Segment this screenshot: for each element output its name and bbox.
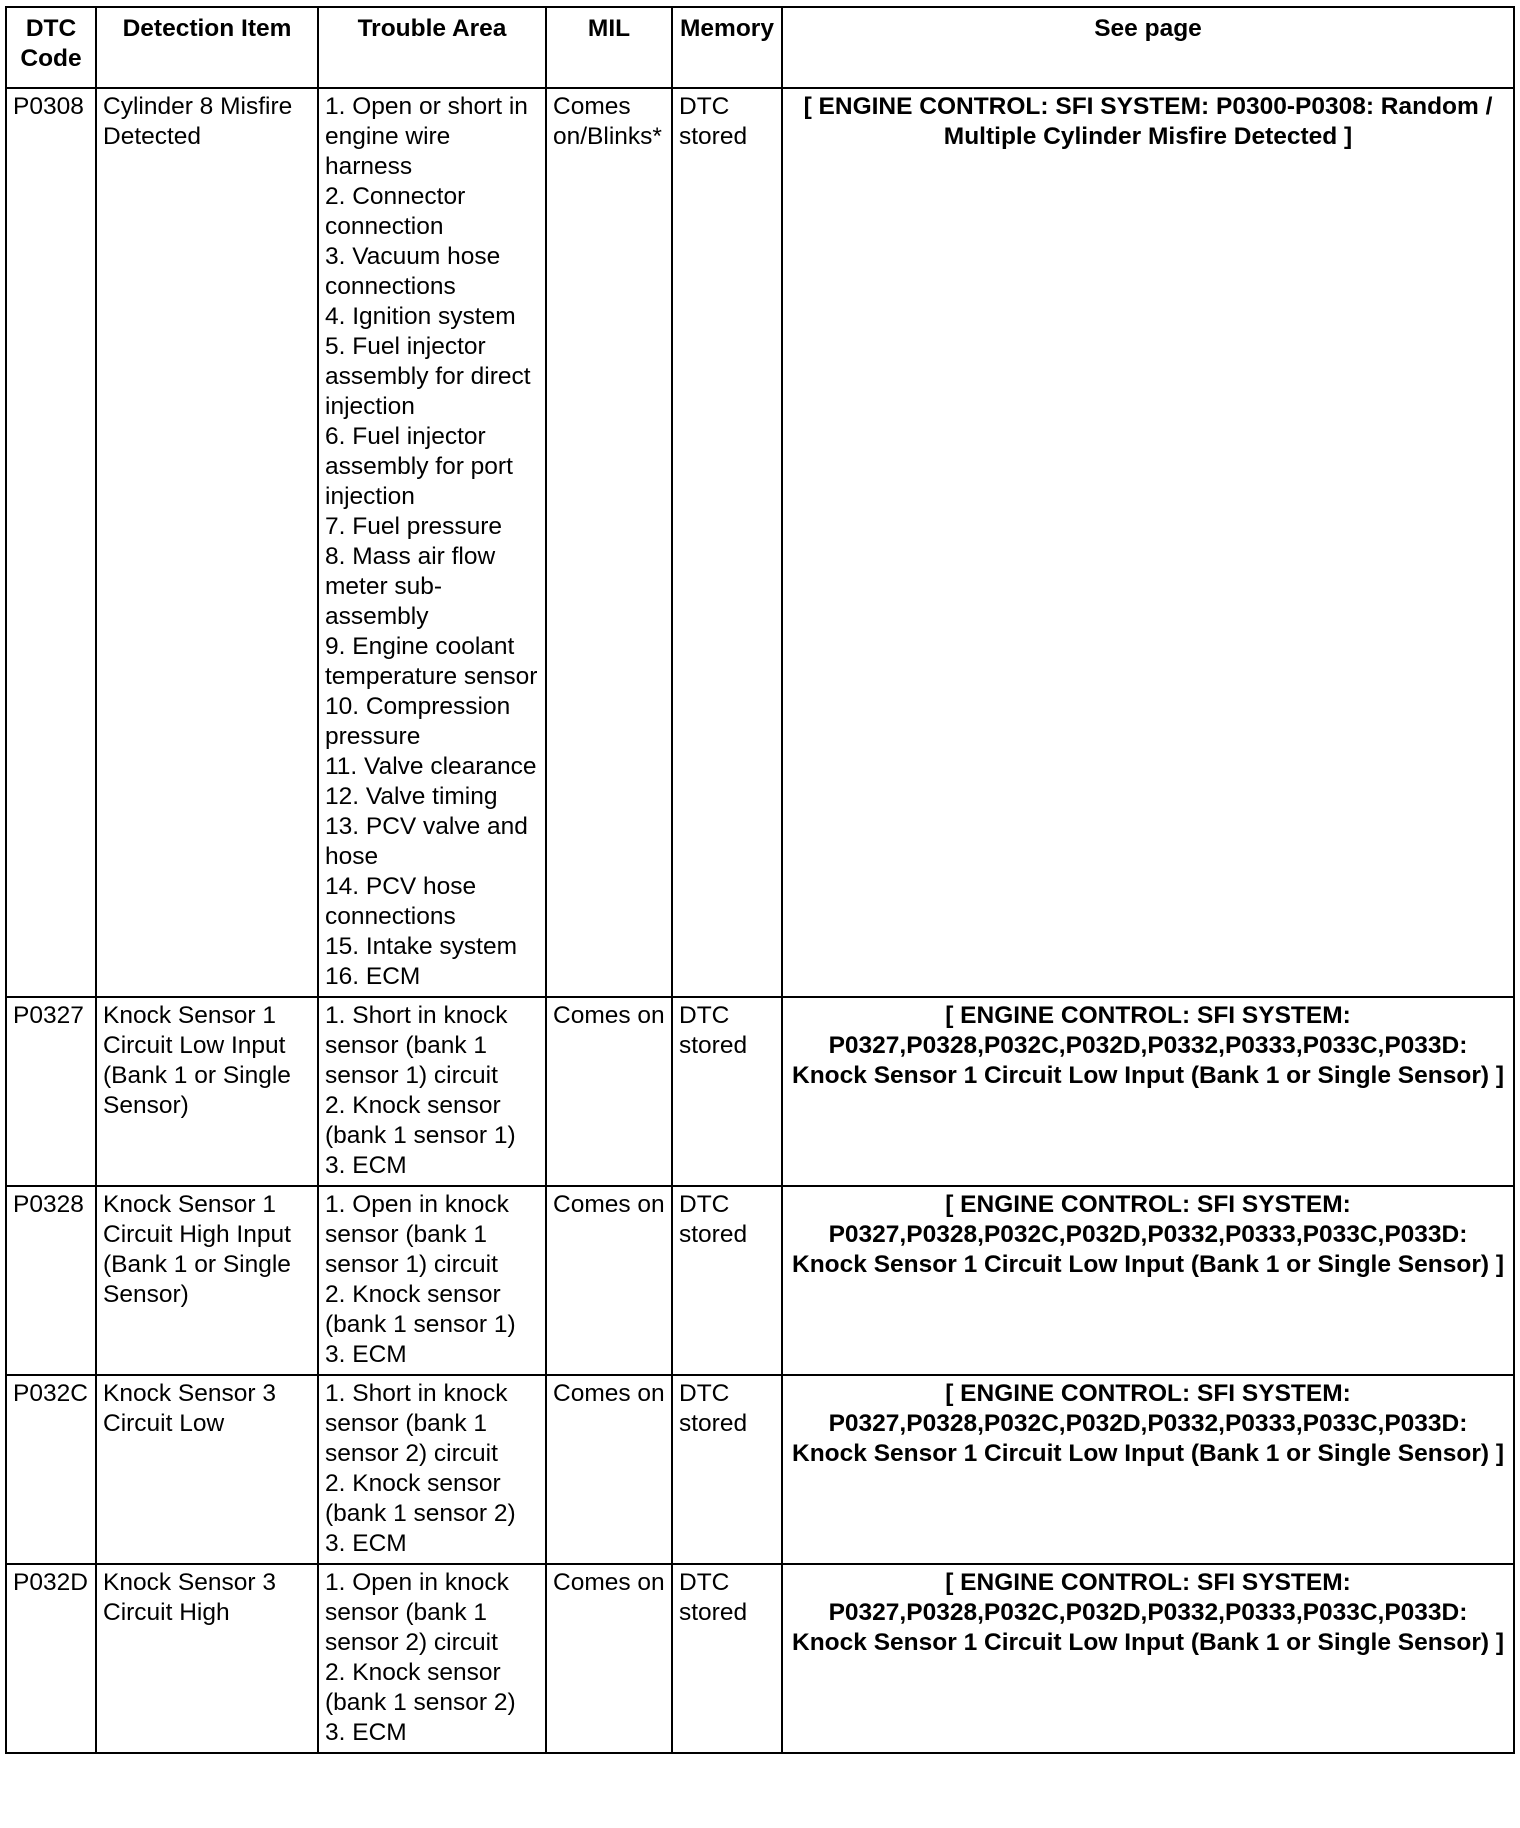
trouble-area-item: 7. Fuel pressure [325,513,503,540]
trouble-area-item: 1. Open in knock sensor (bank 1 sensor 1) circuit [325,1191,509,1278]
trouble-area-item: 3. ECM [325,1152,407,1179]
trouble-area-item: 13. PCV valve and hose [325,813,528,870]
mil-cell: Comes on/Blinks* [546,88,672,997]
detection-item-cell: Knock Sensor 1 Circuit High Input (Bank 1 or Single Sensor) [96,1186,318,1375]
detection-item-cell: Cylinder 8 Misfire Detected [96,88,318,997]
trouble-area-item: 6. Fuel injector assembly for port injection [325,423,513,510]
trouble-area-cell [318,88,546,997]
trouble-area-item: 4. Ignition system [325,303,516,330]
dtc-table-wrapper [5,6,1513,1754]
header-see-page: See page [782,7,1514,88]
see-page-link[interactable]: [ ENGINE CONTROL: SFI SYSTEM: P0327,P0328,P032C,P032D,P0332,P0333,P033C,P033D: Knock Sensor 1 Circuit Low Input (Bank 1 or Single Sensor) ] [782,997,1514,1186]
mil-cell: Comes on [546,997,672,1186]
trouble-area-item: 11. Valve clearance [325,753,537,780]
trouble-area-cell [318,1564,546,1753]
mil-cell: Comes on [546,1564,672,1753]
trouble-area-item: 2. Knock sensor (bank 1 sensor 1) [325,1281,516,1338]
trouble-area-item: 2. Knock sensor (bank 1 sensor 2) [325,1470,516,1527]
detection-item-cell: Knock Sensor 1 Circuit Low Input (Bank 1 or Single Sensor) [96,997,318,1186]
table-header-row [6,7,1514,88]
trouble-area-cell [318,1186,546,1375]
header-memory: Memory [672,7,782,88]
detection-item-cell: Knock Sensor 3 Circuit Low [96,1375,318,1564]
trouble-area-item: 2. Knock sensor (bank 1 sensor 1) [325,1092,516,1149]
trouble-area-item: 8. Mass air flow meter sub-assembly [325,543,496,630]
dtc-code-cell: P032C [6,1375,96,1564]
trouble-area-item: 1. Short in knock sensor (bank 1 sensor 1) circuit [325,1002,508,1089]
trouble-area-item: 9. Engine coolant temperature sensor [325,633,538,690]
table-row [6,1375,1514,1564]
see-page-link[interactable]: [ ENGINE CONTROL: SFI SYSTEM: P0327,P0328,P032C,P032D,P0332,P0333,P033C,P033D: Knock Sensor 1 Circuit Low Input (Bank 1 or Single Sensor) ] [782,1375,1514,1564]
trouble-area-item: 3. ECM [325,1530,407,1557]
header-trouble-area: Trouble Area [318,7,546,88]
see-page-link[interactable]: [ ENGINE CONTROL: SFI SYSTEM: P0327,P0328,P032C,P032D,P0332,P0333,P033C,P033D: Knock Sensor 1 Circuit Low Input (Bank 1 or Single Sensor) ] [782,1564,1514,1753]
memory-cell: DTC stored [672,1375,782,1564]
memory-cell: DTC stored [672,997,782,1186]
see-page-link[interactable]: [ ENGINE CONTROL: SFI SYSTEM: P0300-P0308: Random / Multiple Cylinder Misfire Detected ] [782,88,1514,997]
header-dtc-code: DTC Code [6,7,96,88]
dtc-code-cell: P0308 [6,88,96,997]
detection-item-cell: Knock Sensor 3 Circuit High [96,1564,318,1753]
trouble-area-cell [318,997,546,1186]
trouble-area-item: 10. Compression pressure [325,693,511,750]
mil-cell: Comes on [546,1375,672,1564]
trouble-area-item: 2. Connector connection [325,183,466,240]
trouble-area-item: 3. ECM [325,1341,407,1368]
trouble-area-cell [318,1375,546,1564]
trouble-area-item: 1. Open or short in engine wire harness [325,93,528,180]
header-mil: MIL [546,7,672,88]
table-row [6,997,1514,1186]
trouble-area-item: 1. Open in knock sensor (bank 1 sensor 2) circuit [325,1569,509,1656]
trouble-area-item: 14. PCV hose connections [325,873,477,930]
trouble-area-item: 3. Vacuum hose connections [325,243,501,300]
trouble-area-item: 15. Intake system [325,933,518,960]
header-detection-item: Detection Item [96,7,318,88]
table-row [6,1186,1514,1375]
see-page-link[interactable]: [ ENGINE CONTROL: SFI SYSTEM: P0327,P0328,P032C,P032D,P0332,P0333,P033C,P033D: Knock Sensor 1 Circuit Low Input (Bank 1 or Single Sensor) ] [782,1186,1514,1375]
dtc-table [5,6,1515,1754]
memory-cell: DTC stored [672,1564,782,1753]
trouble-area-item: 16. ECM [325,963,421,990]
dtc-code-cell: P0327 [6,997,96,1186]
trouble-area-item: 2. Knock sensor (bank 1 sensor 2) [325,1659,516,1716]
table-row [6,1564,1514,1753]
trouble-area-item: 12. Valve timing [325,783,498,810]
table-row [6,88,1514,997]
mil-cell: Comes on [546,1186,672,1375]
trouble-area-item: 3. ECM [325,1719,407,1746]
trouble-area-item: 1. Short in knock sensor (bank 1 sensor 2) circuit [325,1380,508,1467]
dtc-code-cell: P032D [6,1564,96,1753]
dtc-code-cell: P0328 [6,1186,96,1375]
trouble-area-item: 5. Fuel injector assembly for direct injection [325,333,531,420]
memory-cell: DTC stored [672,1186,782,1375]
memory-cell: DTC stored [672,88,782,997]
